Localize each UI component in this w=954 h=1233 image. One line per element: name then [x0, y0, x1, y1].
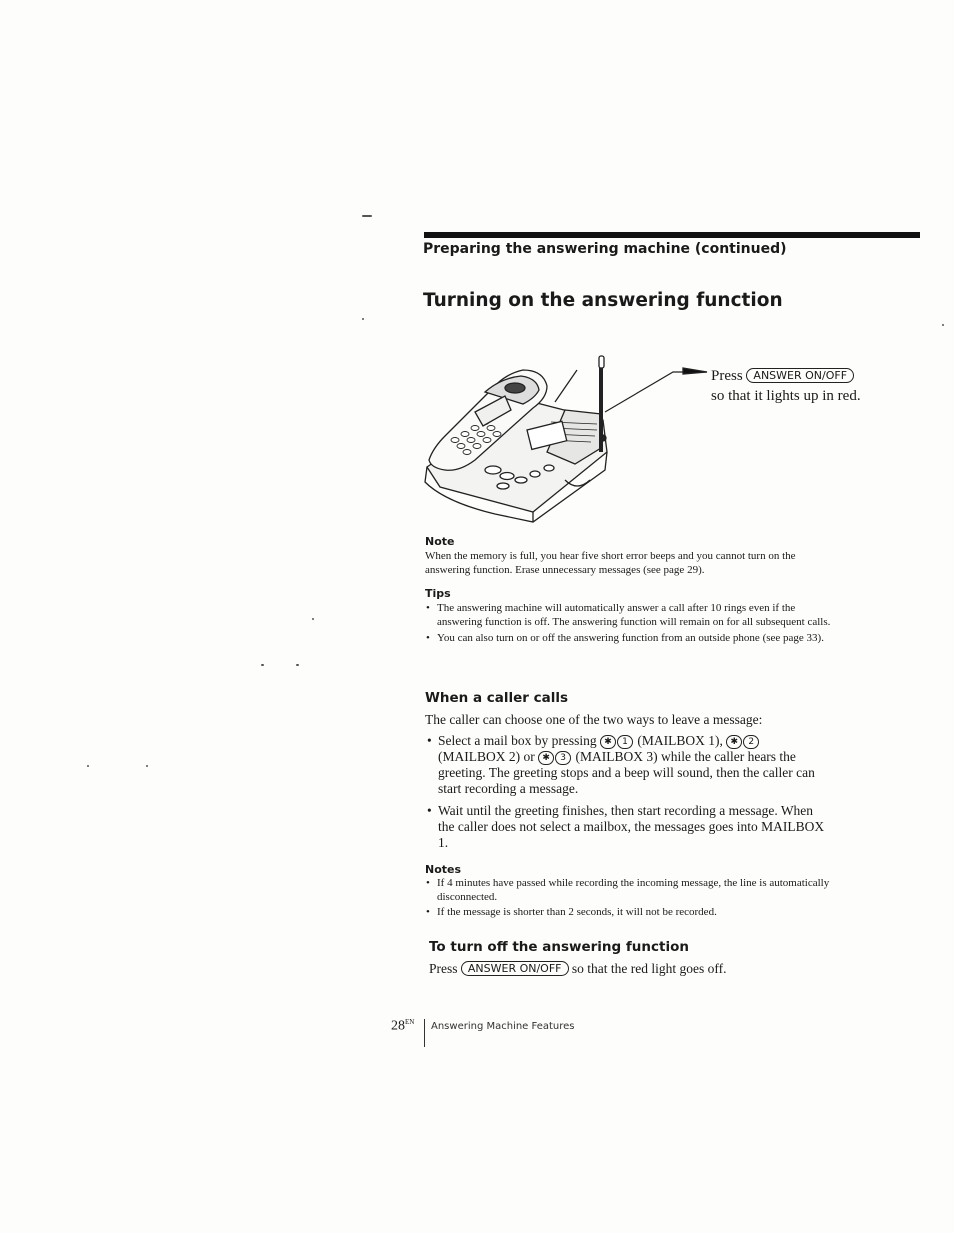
note-item: • If the message is shorter than 2 seconds, it will not be recorded. — [425, 905, 835, 919]
footer-divider — [424, 1019, 425, 1047]
key-3-icon: 3 — [555, 751, 571, 765]
answer-on-off-key: ANSWER ON/OFF — [461, 961, 569, 976]
scan-speck — [296, 664, 299, 666]
scan-speck — [312, 618, 314, 620]
tip-item: • You can also turn on or off the answering function from an outside phone (see page 33). — [425, 631, 839, 645]
callout-press-text: Press — [711, 368, 743, 384]
caller-option-mailbox — [425, 733, 825, 797]
turn-off-press-text: Press — [429, 961, 458, 976]
notes-list — [425, 876, 835, 919]
key-1-icon: 1 — [617, 735, 633, 749]
header-rule — [424, 232, 920, 238]
key-2-icon: 2 — [743, 735, 759, 749]
scan-speck — [146, 765, 148, 767]
tips-list — [425, 601, 839, 645]
answer-on-off-key: ANSWER ON/OFF — [746, 368, 854, 383]
mailbox-option-text: Select a mail box by pressing — [438, 733, 597, 748]
mailbox-2-text: (MAILBOX 2) or — [438, 749, 535, 764]
illustration-callout — [711, 366, 861, 406]
page-number-suffix: EN — [405, 1018, 415, 1026]
caller-options-list — [425, 733, 825, 855]
turn-off-heading: To turn off the answering function — [429, 939, 689, 955]
section-heading: Preparing the answering machine (continued) — [423, 241, 787, 257]
scan-speck — [87, 765, 89, 767]
page-title: Turning on the answering function — [423, 290, 783, 311]
note-item: • If 4 minutes have passed while recording the incoming message, the line is automatically disconnected. — [425, 876, 835, 904]
notes-label: Notes — [425, 863, 462, 876]
scan-speck — [362, 318, 364, 320]
caller-option-wait: • Wait until the greeting finishes, then start recording a message. When the caller does not select a mailbox, the messages goes into MAILBOX 1. — [425, 803, 825, 851]
caller-heading: When a caller calls — [425, 690, 569, 706]
note-text: When the memory is full, you hear five short error beeps and you cannot turn on the answering function. Erase unnecessary messages (see page 29). — [425, 550, 796, 576]
tips-label: Tips — [425, 587, 451, 600]
star-key-icon: ✱ — [600, 735, 616, 749]
turn-off-description: so that the red light goes off. — [571, 961, 727, 976]
scan-speck — [942, 324, 944, 326]
scan-speck — [261, 664, 264, 666]
page-number — [391, 1018, 414, 1035]
caller-intro: The caller can choose one of the two ways to leave a message: — [425, 712, 763, 727]
star-key-icon: ✱ — [538, 751, 554, 765]
note-label: Note — [425, 535, 455, 548]
footer-section: Answering Machine Features — [431, 1021, 575, 1032]
mailbox-1-text: (MAILBOX 1), — [637, 733, 723, 748]
tip-item: • The answering machine will automatically answer a call after 10 rings even if the answering function is off. The answering function will remain on for all subsequent calls. — [425, 601, 839, 629]
mailbox-3-text: (MAILBOX 3) while the caller hears the greeting. The greeting stops and a beep will sound, then the caller can start recording a message. — [438, 749, 815, 796]
star-key-icon: ✱ — [726, 735, 742, 749]
page-number-value: 28 — [391, 1018, 405, 1034]
turn-off-text — [429, 961, 726, 977]
callout-description: so that it lights up in red. — [711, 388, 861, 404]
cordless-phone-base-illustration — [415, 352, 715, 527]
scan-speck — [362, 215, 372, 217]
